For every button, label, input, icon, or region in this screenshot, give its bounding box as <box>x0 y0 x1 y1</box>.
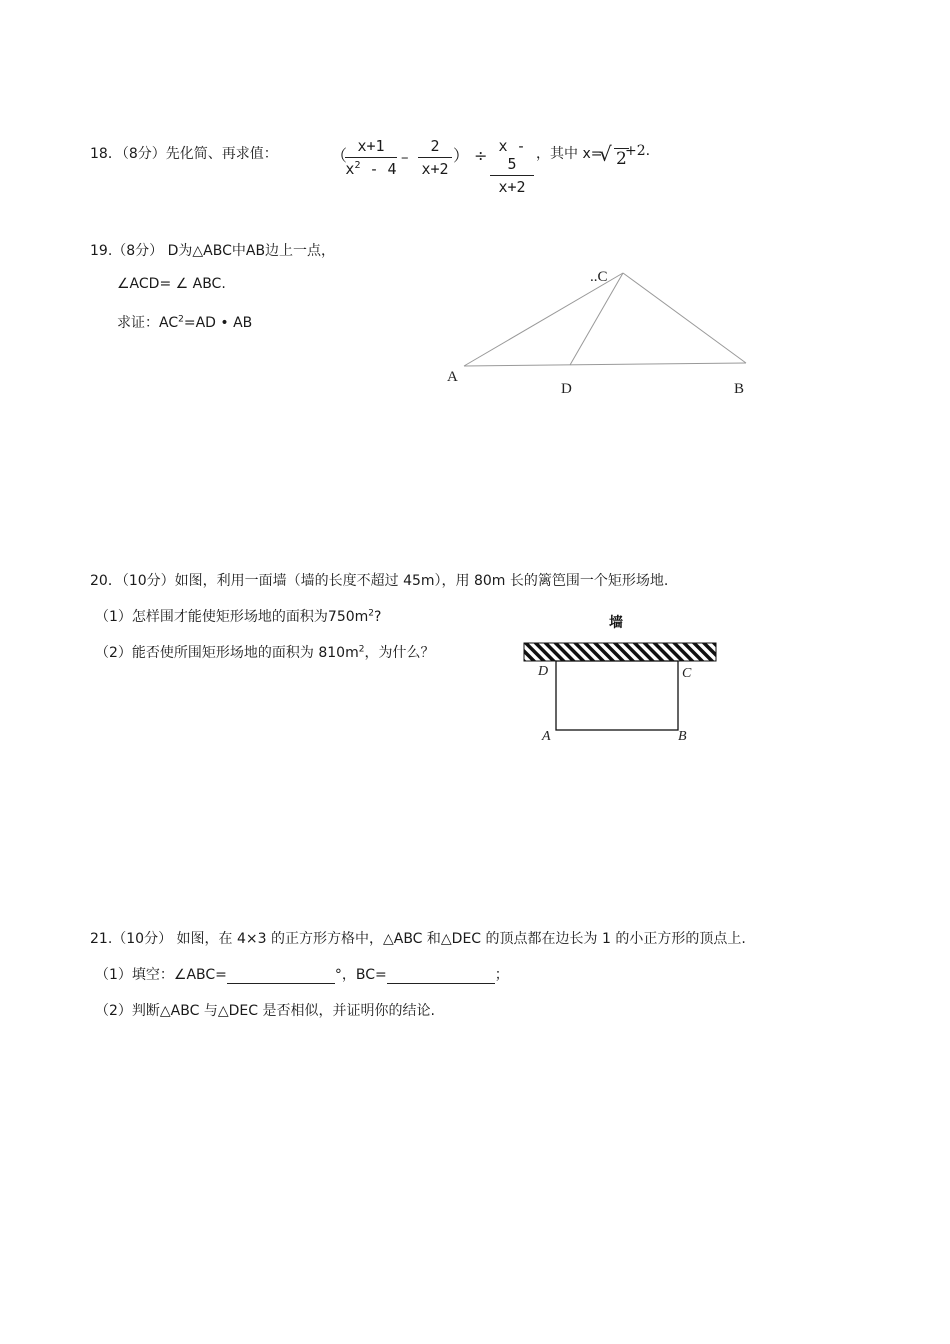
q18-right-paren: ） <box>453 146 470 165</box>
corner-label-B: B <box>678 729 687 744</box>
corner-label-A: A <box>542 729 551 744</box>
side-AB <box>464 363 746 366</box>
q18-left-paren: （ <box>331 146 348 165</box>
q19-proof-statement: 求证：$AC^2=AD$ • AB <box>117 314 253 331</box>
q18-divide: ÷ <box>474 146 488 165</box>
q18-sqrt-argument: 2 <box>616 149 627 169</box>
q19-triangle-figure <box>440 262 760 402</box>
vertex-label-B: B <box>734 381 745 397</box>
vertex-label-A: A <box>447 369 458 385</box>
vertex-label-D: D <box>561 381 572 397</box>
q18-sqrt-sign: √ <box>599 142 612 166</box>
q19-label: 19.（8分） D为△ABC中AB边上一点， <box>90 243 336 259</box>
wall-label: 墙 <box>609 615 623 631</box>
q19-condition: ∠ACD= ∠ ABC. <box>117 276 226 292</box>
q18-label: 18．（8分）先化简、再求值： <box>90 146 278 162</box>
q21-part-2: （2）判断△ABC 与△DEC 是否相似，并证明你的结论. <box>95 1003 435 1019</box>
bc-answer-blank[interactable] <box>387 969 495 984</box>
q18-f1-numerator: x+1 <box>357 137 385 155</box>
q20-wall-figure <box>515 605 725 750</box>
vertex-label-C: ..C <box>590 269 608 285</box>
segment-CD <box>570 273 623 365</box>
q18-condition-suffix: +2. <box>625 143 651 159</box>
q21-part-1: （1）填空：∠ABC= °，BC= ； <box>95 967 509 983</box>
q18-f3-denominator: x+2 <box>498 178 526 196</box>
corner-label-C: C <box>682 666 692 681</box>
q18-f2-numerator: 2 <box>430 137 440 155</box>
q18-f2-denominator: x+2 <box>421 160 449 178</box>
side-AC <box>464 273 623 366</box>
q18-fraction-3 <box>490 137 534 196</box>
q20-part-1: （1）怎样围才能使矩形场地的面积为$750m^2$? <box>95 608 382 625</box>
q18-minus: – <box>401 148 409 166</box>
corner-label-D: D <box>538 664 549 679</box>
rectangle-field <box>556 661 678 730</box>
q18-fraction-2 <box>418 137 452 178</box>
q21-label: 21.（10分） 如图，在 4×3 的正方形方格中，△ABC 和△DEC 的顶点都在边长为 1 的小正方形的顶点上. <box>90 931 746 947</box>
side-CB <box>623 273 746 363</box>
q18-condition: ，其中 x= <box>536 146 603 162</box>
q18-f3-numerator: x - 5 <box>498 137 526 173</box>
wall-hatch <box>524 643 716 661</box>
angle-abc-answer-blank[interactable] <box>227 969 335 984</box>
q20-part-2: （2）能否使所围矩形场地的面积为 $810m^2$，为什么？ <box>95 644 435 661</box>
q18-f1-denominator: $x^2 - 4$ <box>345 160 397 178</box>
q20-label: 20．（10分）如图，利用一面墙（墙的长度不超过 45m），用 80m 长的篱笆围一个矩形场地. <box>90 573 669 589</box>
q18-fraction-1 <box>345 137 397 178</box>
